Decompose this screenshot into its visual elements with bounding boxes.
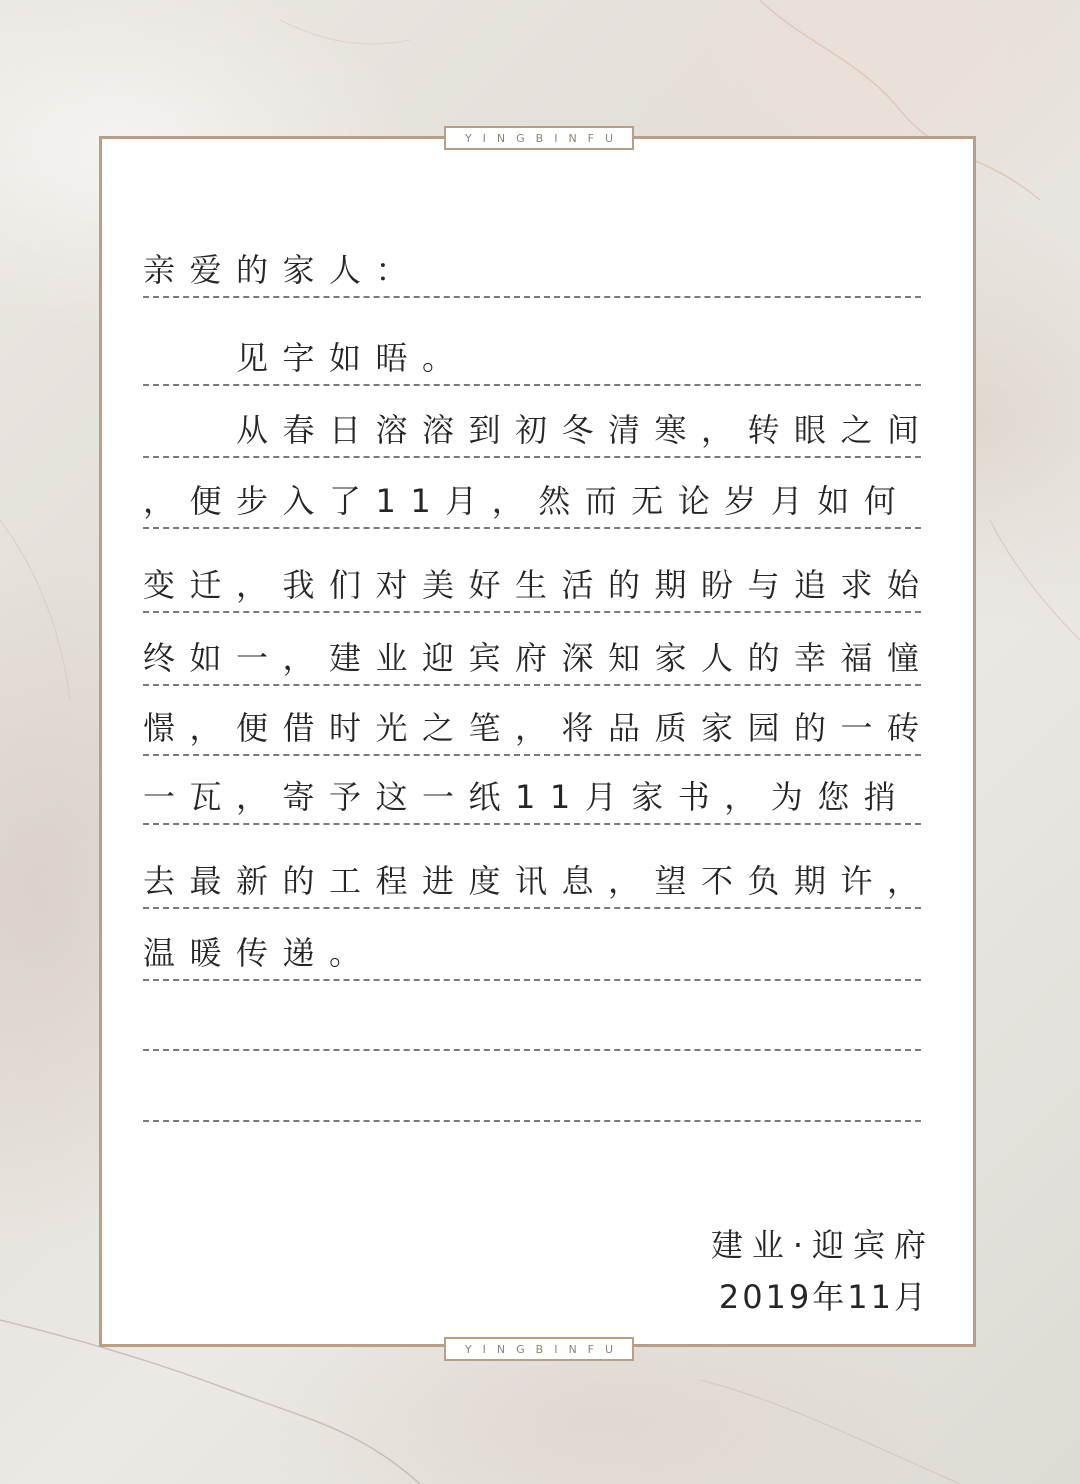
letter-line xyxy=(143,482,921,529)
letter-line-text: ，便步入了11月，然而无论岁月如何 xyxy=(143,482,911,520)
letter-line-text: 终如一，建业迎宾府深知家人的幸福憧 xyxy=(143,639,934,677)
header-tag-text: YINGBINFU xyxy=(464,131,625,145)
letter-line xyxy=(143,251,921,298)
letter-line xyxy=(143,1015,921,1051)
footer-tag xyxy=(444,1337,634,1361)
letter-line xyxy=(143,709,934,756)
header-tag xyxy=(444,126,634,150)
letter-line xyxy=(143,639,934,686)
letter-line-text: 见字如晤。 xyxy=(236,339,469,377)
letter-line-text: 一瓦，寄予这一纸11月家书，为您捎 xyxy=(143,778,911,816)
letter-line-text: 去最新的工程进度讯息，望不负期许， xyxy=(143,862,934,900)
signature-date: 2019年11月 xyxy=(718,1278,929,1316)
footer-tag-text: YINGBINFU xyxy=(464,1342,625,1356)
letter-line xyxy=(143,411,934,458)
letter-line xyxy=(143,934,921,981)
letter-line-text: 从春日溶溶到初冬清寒，转眼之间 xyxy=(236,411,934,449)
letter-line xyxy=(143,566,934,613)
letter-line xyxy=(143,339,921,386)
letter-line xyxy=(143,778,921,825)
signature-brand: 建业·迎宾府 xyxy=(710,1226,935,1264)
letter-line-text: 憬，便借时光之笔，将品质家园的一砖 xyxy=(143,709,934,747)
letter-line-text: 变迁，我们对美好生活的期盼与追求始 xyxy=(143,566,934,604)
letter-line xyxy=(143,862,934,909)
greeting: 亲爱的家人： xyxy=(143,251,423,289)
letter-line-text: 温暖传递。 xyxy=(143,934,376,972)
letter-line xyxy=(143,1086,921,1122)
